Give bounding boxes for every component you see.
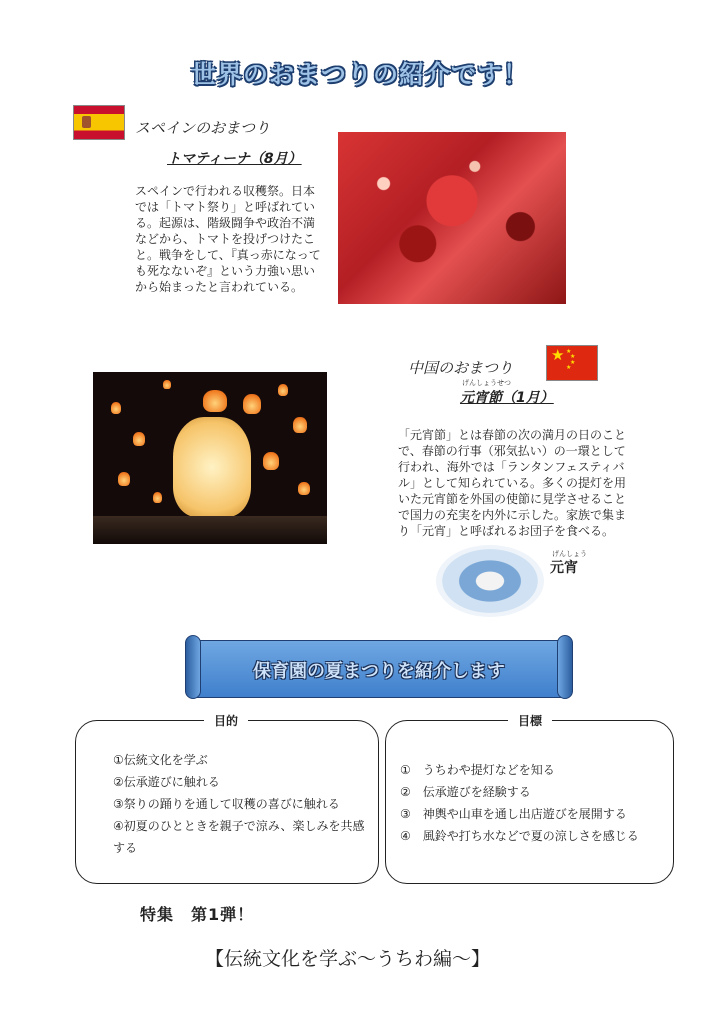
yuanxiao-ruby: げんしょうせつ [462,379,511,387]
goals-box [385,714,674,884]
tomatina-festival-name: トマティーナ（8月） [167,151,302,167]
purpose-label: 目的 [204,712,248,729]
purpose-list [113,749,368,859]
list-item: ④ 風鈴や打ち水などで夏の涼しさを感じる [400,829,639,843]
banner-title: 保育園の夏まつりを紹介します [253,661,505,682]
list-item: ①伝統文化を学ぶ [113,753,208,767]
purpose-box [75,714,379,884]
feature-heading: 特集 第1弾！ [140,905,255,924]
spain-flag-icon [73,105,125,140]
genshou-label: 元宵 [550,560,578,576]
summer-festival-banner [192,640,566,698]
list-item: ②伝承遊びに触れる [113,775,220,789]
spain-description: スペインで行われる収穫祭。日本では「トマト祭り」と呼ばれている。起源は、階級闘争や政治不満などから、トマトを投げつけたこと。戦争をして、『真っ赤になっても死なないぞ』という力強い思いから始まったと言われている。 [135,184,321,294]
lantern-festival-photo [93,372,327,544]
goals-list [400,759,665,847]
list-item: ④初夏のひとときを親子で涼み、楽しみを共感する [113,819,365,855]
genshou-dumpling-photo [436,545,544,617]
china-flag-icon: ★ ★ ★ ★ ★ [546,345,598,381]
list-item: ① うちわや提灯などを知る [400,763,555,777]
page-title: 世界のおまつりの紹介です！ [190,60,529,89]
china-description: 「元宵節」とは春節の次の満月の日のことで、春節の行事（邪気払い）の一環として行われ、海外では「ランタンフェスティバル」として知られている。多くの提灯を用いた元宵節を外国の使節に見学させることで国力の充実を内外に示した。家族で集まり「元宵」と呼ばれるお団子を食べる。 [398,428,627,538]
yuanxiao-festival-name: 元宵節（1月） [460,390,554,406]
list-item: ③ 神輿や山車を通し出店遊びを展開する [400,807,627,821]
list-item: ③祭りの踊りを通して収穫の喜びに触れる [113,797,340,811]
spain-section-heading: スペインのおまつり [135,119,271,137]
genshou-ruby: げんしょう [552,550,587,558]
china-section-heading: 中国のおまつり [408,359,514,377]
list-item: ② 伝承遊びを経験する [400,785,531,799]
tomatina-photo [338,132,566,304]
goals-label: 目標 [508,712,552,729]
series-title: 【伝統文化を学ぶ～うちわ編～】 [205,948,491,970]
